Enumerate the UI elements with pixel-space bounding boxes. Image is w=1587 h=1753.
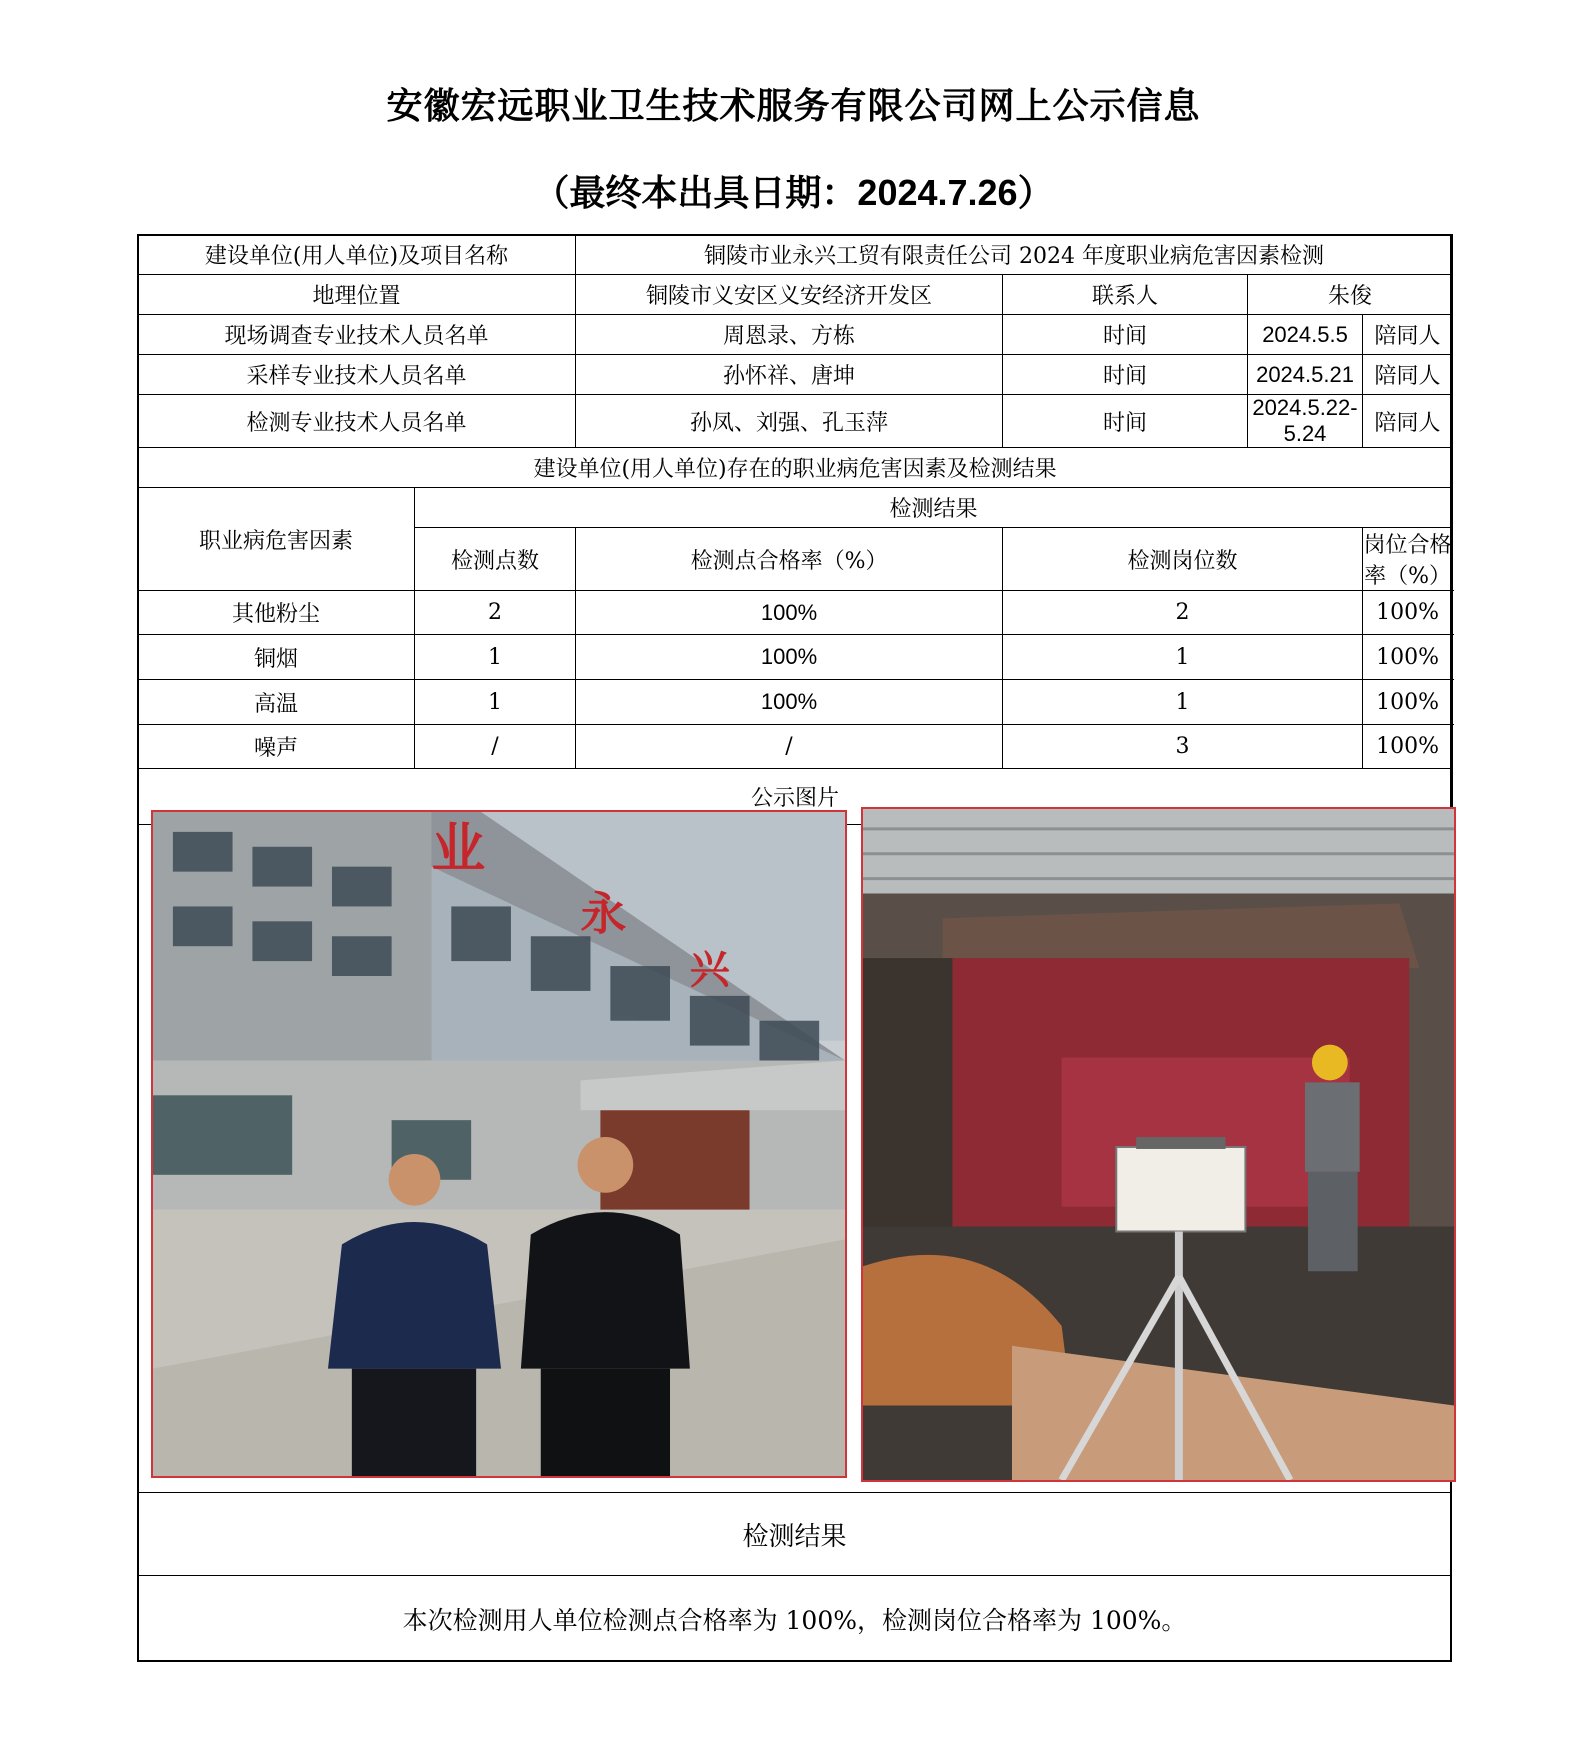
photos-section-title: 公示图片 <box>138 769 1453 825</box>
survey-time: 2024.5.5 <box>1248 315 1363 355</box>
testing-escort-label: 陪同人 <box>1363 395 1453 448</box>
sampling-escort-label: 陪同人 <box>1363 355 1453 395</box>
factor-header: 职业病危害因素 <box>138 488 415 591</box>
posts-cell: 1 <box>1003 680 1363 725</box>
location-label: 地理位置 <box>138 275 576 315</box>
factor-cell: 铜烟 <box>138 635 415 680</box>
project-value: 铜陵市业永兴工贸有限责任公司 2024 年度职业病危害因素检测 <box>576 235 1453 275</box>
table-row <box>138 591 1453 635</box>
col-point-rate: 检测点合格率（%） <box>576 528 1003 591</box>
posts-cell: 3 <box>1003 725 1363 769</box>
post-rate-cell: 100% <box>1363 680 1453 725</box>
conclusion-text: 本次检测用人单位检测点合格率为 100%，检测岗位合格率为 100%。 <box>402 1606 1187 1635</box>
factor-cell: 噪声 <box>138 725 415 769</box>
points-cell: 2 <box>415 591 576 635</box>
contact-value: 朱俊 <box>1248 275 1453 315</box>
sampling-time: 2024.5.21 <box>1248 355 1363 395</box>
points-cell: / <box>415 725 576 769</box>
building-photo-image <box>153 812 845 1476</box>
sign-char: 兴 <box>689 946 730 993</box>
posts-cell: 2 <box>1003 591 1363 635</box>
issue-date-line <box>0 165 1587 216</box>
sign-char: 业 <box>431 816 486 880</box>
photo-area <box>137 782 1452 1492</box>
post-rate-cell: 100% <box>1363 591 1453 635</box>
results-section-title: 建设单位(用人单位)存在的职业病危害因素及检测结果 <box>138 448 1453 488</box>
survey-escort-label: 陪同人 <box>1363 315 1453 355</box>
table-row <box>138 680 1453 725</box>
issue-date: 2024.7.26 <box>857 172 1018 213</box>
point-rate-cell: / <box>576 725 1003 769</box>
table-row <box>138 635 1453 680</box>
info-table <box>137 234 1453 825</box>
result-header: 检测结果 <box>415 488 1453 528</box>
survey-time-label: 时间 <box>1003 315 1248 355</box>
subtitle-prefix: （最终本出具日期： <box>533 172 858 214</box>
sampling-label: 采样专业技术人员名单 <box>138 355 576 395</box>
posts-cell: 1 <box>1003 635 1363 680</box>
page-title: 安徽宏远职业卫生技术服务有限公司网上公示信息 <box>386 85 1201 127</box>
table-row <box>138 725 1453 769</box>
sign-char: 永 <box>580 887 627 941</box>
conclusion-title: 检测结果 <box>137 1492 1452 1576</box>
workshop-photo <box>861 807 1456 1482</box>
testing-time-label: 时间 <box>1003 395 1248 448</box>
testing-time: 2024.5.22-5.24 <box>1248 395 1363 448</box>
points-cell: 1 <box>415 635 576 680</box>
location-value: 铜陵市义安区义安经济开发区 <box>576 275 1003 315</box>
workshop-photo-image <box>863 809 1454 1480</box>
testing-value: 孙凤、刘强、孔玉萍 <box>576 395 1003 448</box>
post-rate-cell: 100% <box>1363 635 1453 680</box>
col-points: 检测点数 <box>415 528 576 591</box>
building-photo <box>151 810 847 1478</box>
post-rate-cell: 100% <box>1363 725 1453 769</box>
sampling-value: 孙怀祥、唐坤 <box>576 355 1003 395</box>
testing-label: 检测专业技术人员名单 <box>138 395 576 448</box>
project-label: 建设单位(用人单位)及项目名称 <box>138 235 576 275</box>
point-rate-cell: 100% <box>576 680 1003 725</box>
subtitle-suffix: ） <box>1017 172 1054 214</box>
points-cell: 1 <box>415 680 576 725</box>
point-rate-cell: 100% <box>576 591 1003 635</box>
survey-label: 现场调查专业技术人员名单 <box>138 315 576 355</box>
col-post-rate: 岗位合格率（%） <box>1363 528 1453 591</box>
factor-cell: 其他粉尘 <box>138 591 415 635</box>
contact-label: 联系人 <box>1003 275 1248 315</box>
point-rate-cell: 100% <box>576 635 1003 680</box>
sampling-time-label: 时间 <box>1003 355 1248 395</box>
factor-cell: 高温 <box>138 680 415 725</box>
survey-value: 周恩录、方栋 <box>576 315 1003 355</box>
col-posts: 检测岗位数 <box>1003 528 1363 591</box>
